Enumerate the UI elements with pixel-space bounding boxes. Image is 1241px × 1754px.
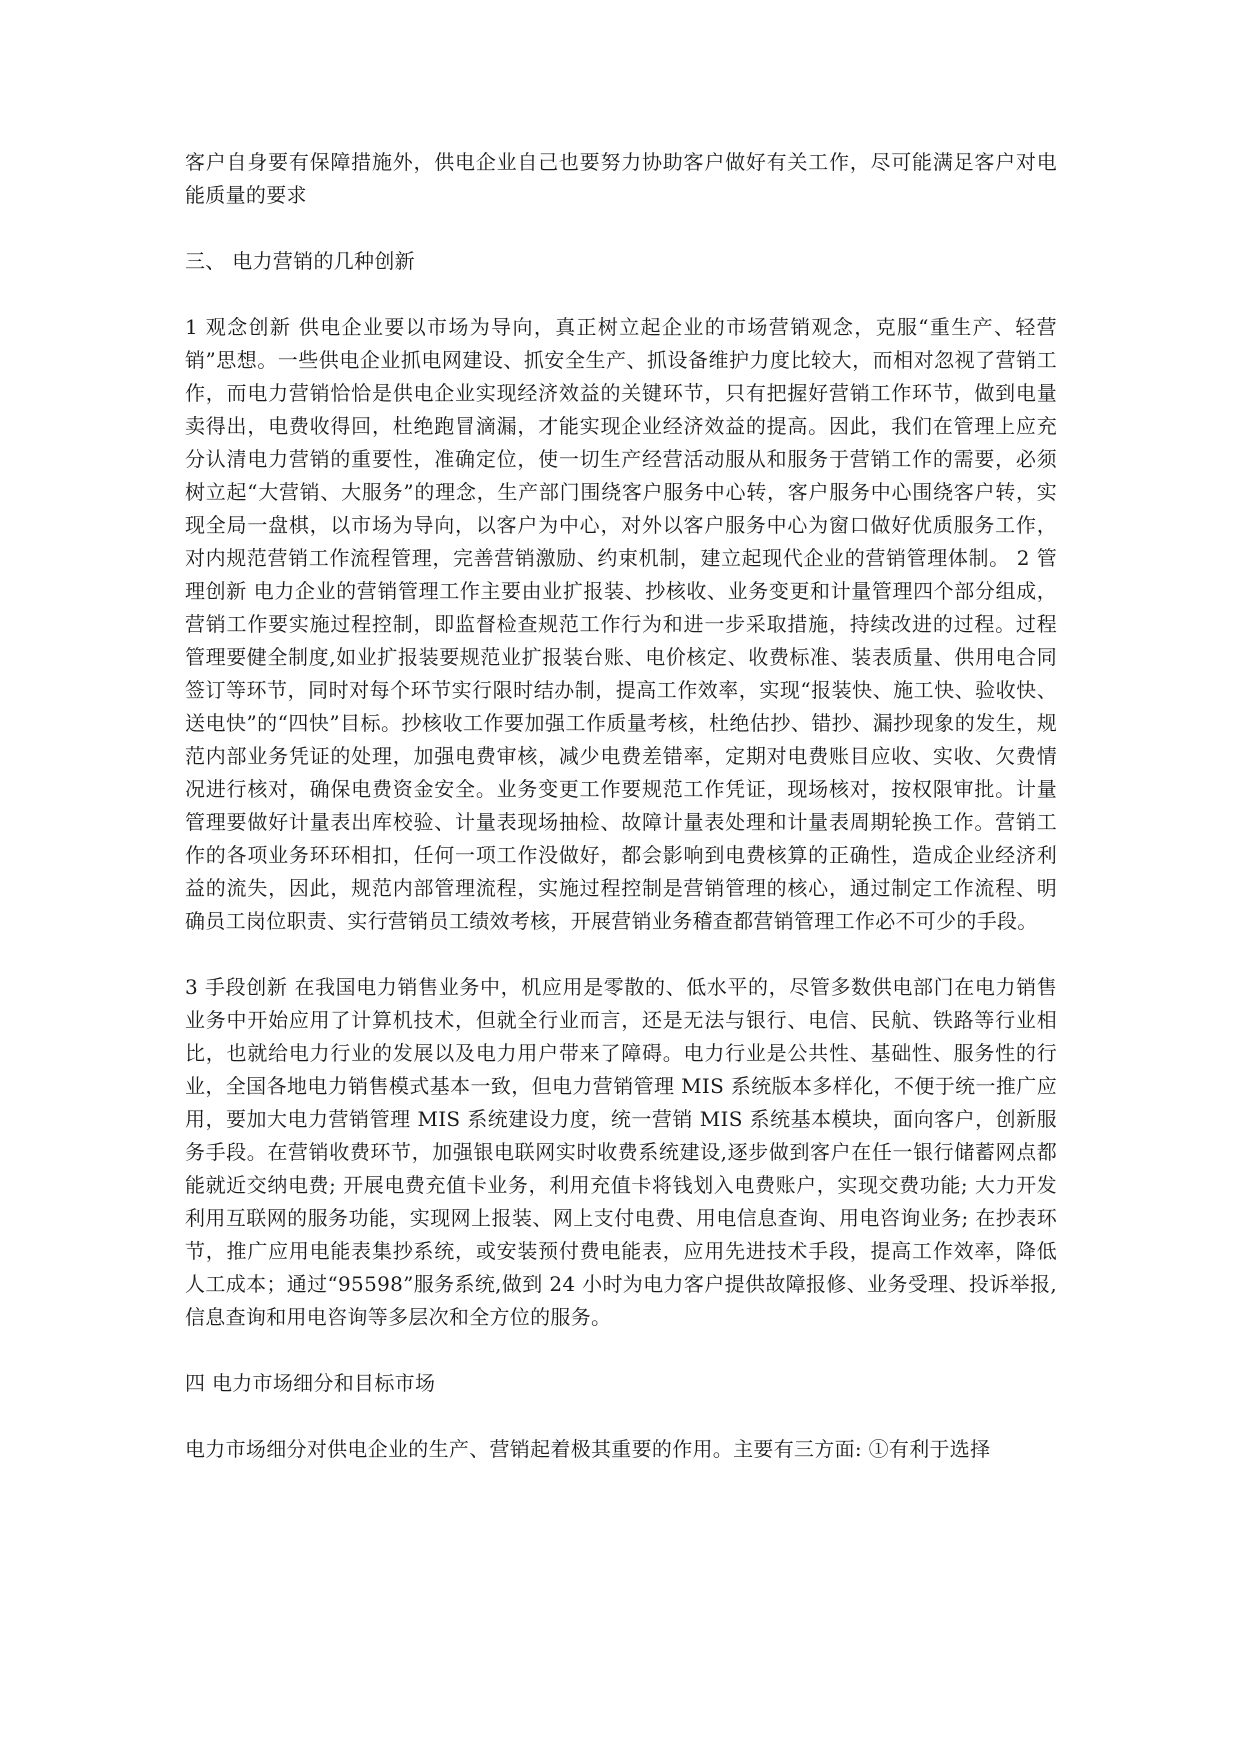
paragraph-market-segmentation: 电力市场细分对供电企业的生产、营销起着极其重要的作用。主要有三方面: ①有利于选择: [185, 1437, 991, 1461]
section-heading-4: 四 电力市场细分和目标市场: [185, 1371, 436, 1395]
paragraph-concept-management-innovation: 1 观念创新 供电企业要以市场为导向，真正树立起企业的市场营销观念，克服“重生产、轻营销”思想。一些供电企业抓电网建设、抓安全生产、抓设备维护力度比较大，而相对忽视了营销工作，而电力营销恰恰是供电企业实现经济效益的关键环节，只有把握好营销工作环节，做到电量卖得出，电费收得回，杜绝跑冒滴漏，才能实现企业经济效益的提高。因此，我们在管理上应充分认清电力营销的重要性，准确定位，使一切生产经营活动服从和服务于营销工作的需要，必须树立起“大营销、大服务”的理念，生产部门围绕客户服务中心转，客户服务中心围绕客户转，实现全局一盘棋，以市场为导向，以客户为中心，对外以客户服务中心为窗口做好优质服务工作，对内规范营销工作流程管理，完善营销激励、约束机制，建立起现代企业的营销管理体制。 2 管理创新 电力企业的营销管理工作主要由业扩报装、抄核收、业务变更和计量管理四个部分组成，营销工作要实施过程控制，即监督检查规范工作行为和进一步采取措施，持续改进的过程。过程管理要健全制度,如业扩报装要规范业扩报装台账、电价核定、收费标准、装表质量、供用电合同签订等环节，同时对每个环节实行限时结办制，提高工作效率，实现“报装快、施工快、验收快、送电快”的“四快”目标。抄核收工作要加强工作质量考核，杜绝估抄、错抄、漏抄现象的发生，规范内部业务凭证的处理，加强电费审核，减少电费差错率，定期对电费账目应收、实收、欠费情况进行核对，确保电费资金安全。业务变更工作要规范工作凭证，现场核对，按权限审批。计量管理要做好计量表出库校验、计量表现场抽检、故障计量表处理和计量表周期轮换工作。营销工作的各项业务环环相扣，任何一项工作没做好，都会影响到电费核算的正确性，造成企业经济利益的流失，因此，规范内部管理流程，实施过程控制是营销管理的核心，通过制定工作流程、明确员工岗位职责、实行营销员工绩效考核，开展营销业务稽查都营销管理工作必不可少的手段。: [185, 315, 1057, 933]
paragraph-means-innovation: 3 手段创新 在我国电力销售业务中，机应用是零散的、低水平的，尽管多数供电部门在电力销售业务中开始应用了计算机技术，但就全行业而言，还是无法与银行、电信、民航、铁路等行业相比，也就给电力行业的发展以及电力用户带来了障碍。电力行业是公共性、基础性、服务性的行业，全国各地电力销售模式基本一致，但电力营销管理 MIS 系统版本多样化，不便于统一推广应用，要加大电力营销管理 MIS 系统建设力度，统一营销 MIS 系统基本模块，面向客户，创新服务手段。在营销收费环节，加强银电联网实时收费系统建设,逐步做到客户在任一银行储蓄网点都能就近交纳电费; 开展电费充值卡业务，利用充值卡将钱划入电费账户，实现交费功能; 大力开发利用互联网的服务功能，实现网上报装、网上支付电费、用电信息查询、用电咨询业务; 在抄表环节，推广应用电能表集抄系统，或安装预付费电能表，应用先进技术手段，提高工作效率，降低人工成本；通过“95598”服务系统,做到 24 小时为电力客户提供故障报修、业务受理、投诉举报,信息查询和用电咨询等多层次和全方位的服务。: [185, 975, 1057, 1329]
intro-paragraph: 客户自身要有保障措施外，供电企业自己也要努力协助客户做好有关工作，尽可能满足客户对电能质量的要求: [185, 150, 1057, 207]
document-page: [185, 146, 1057, 1499]
section-heading-3: 三、 电力营销的几种创新: [185, 249, 415, 273]
